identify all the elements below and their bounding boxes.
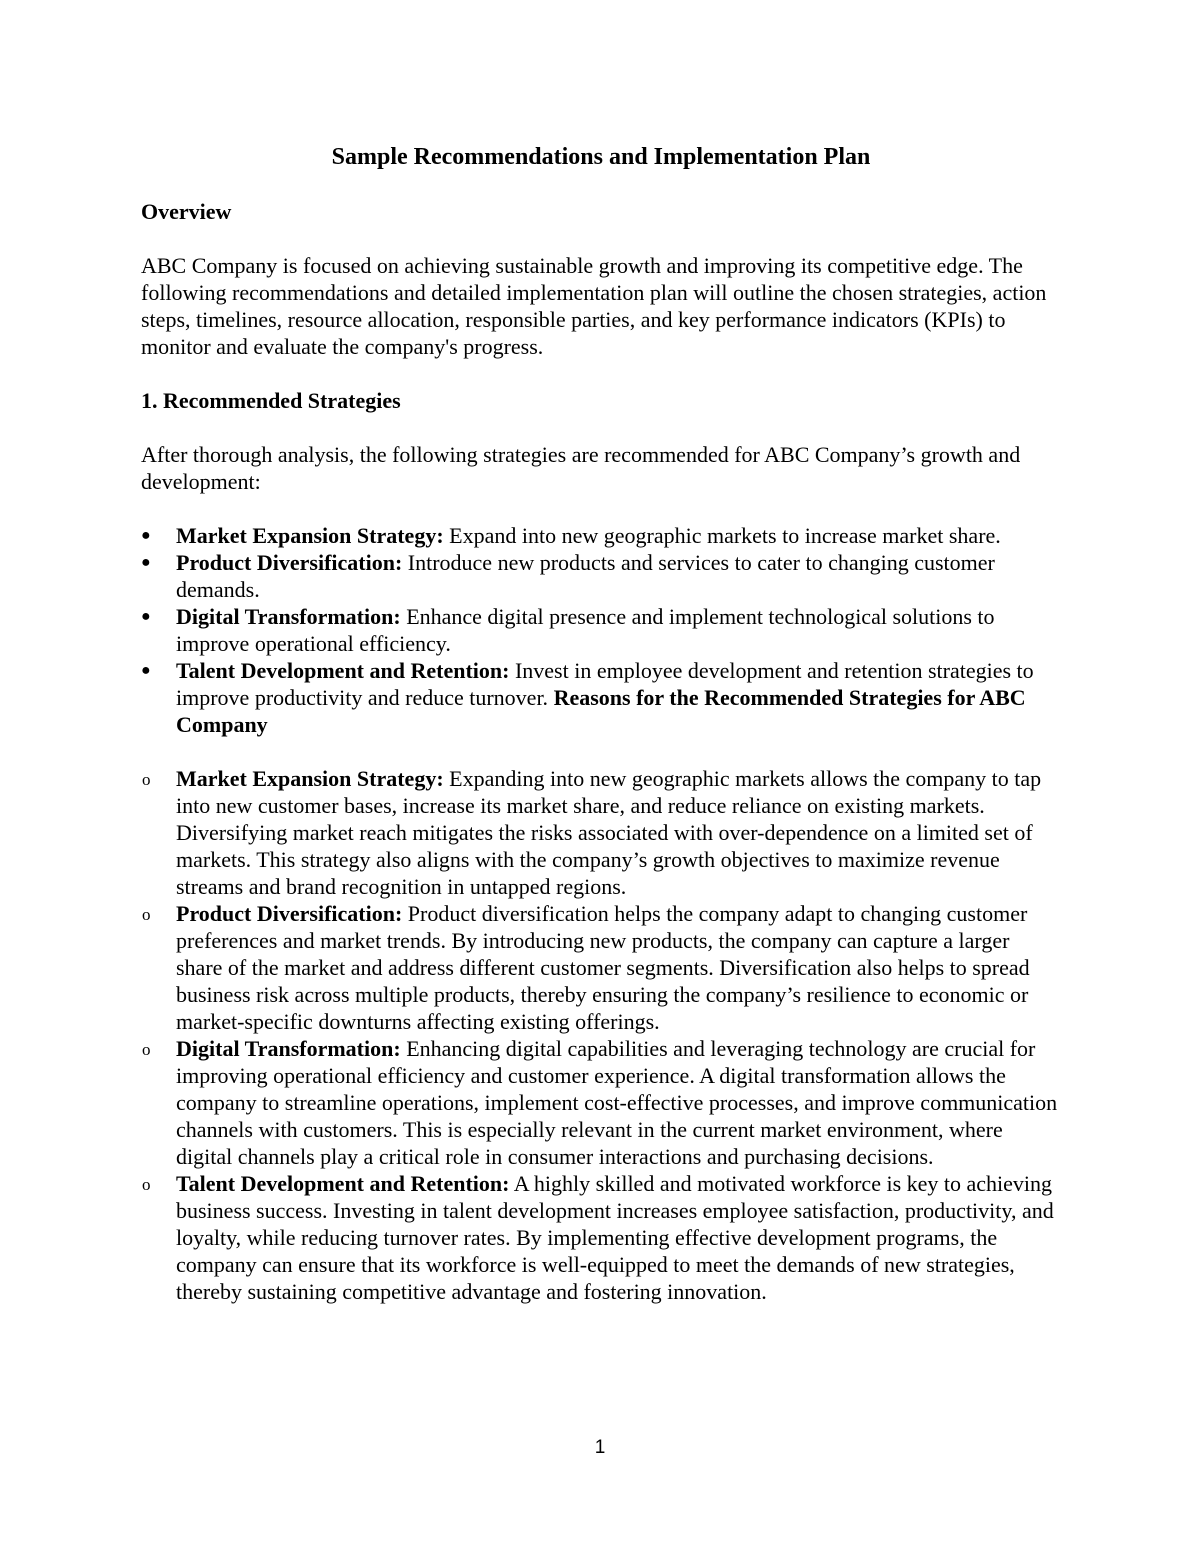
- reasons-heading: Reasons for the Recommended Strategies for ABC Company: [176, 685, 1026, 737]
- strategy-item-product-diversification: [141, 549, 1061, 603]
- strategy-item-market-expansion: [141, 522, 1061, 549]
- reason-label: Talent Development and Retention:: [176, 1171, 510, 1196]
- reason-text: Enhancing digital capabilities and leveraging technology are crucial for improving operational efficiency and customer experience. A digital transformation allows the company to streamline operations, implement cost-effective processes, and improve communication channels with customers. This is especially relevant in the current market environment, where digital channels play a critical role in consumer interactions and purchasing decisions.: [176, 1036, 1058, 1169]
- reason-text: Expanding into new geographic markets allows the company to tap into new customer bases, increase its market share, and reduce reliance on existing markets. Diversifying market reach mitigates the risks associated with over-dependence on a limited set of markets. This strategy also aligns with the company’s growth objectives to maximize revenue streams and brand recognition in untapped regions.: [176, 766, 1042, 899]
- sub-bullet-icon: o: [142, 1175, 151, 1194]
- bullet-icon: ●: [141, 527, 151, 544]
- recommended-strategies-heading: 1. Recommended Strategies: [141, 388, 401, 413]
- overview-heading: Overview: [141, 199, 232, 224]
- strategy-label: Digital Transformation:: [176, 604, 401, 629]
- strategy-text: Expand into new geographic markets to increase market share.: [443, 523, 1001, 548]
- reason-label: Digital Transformation:: [176, 1036, 401, 1061]
- strategy-item-digital-transformation: [141, 603, 1061, 657]
- reasons-list: [141, 765, 1061, 1305]
- page-number: 1: [594, 1437, 606, 1458]
- page-content: [141, 142, 1061, 1305]
- bullet-icon: ●: [141, 608, 151, 625]
- sub-bullet-icon: o: [142, 905, 151, 924]
- reason-item-market-expansion: [141, 765, 1061, 900]
- strategy-text: Enhance digital presence and implement technological solutions to improve operational efficiency.: [176, 604, 995, 656]
- strategies-intro-paragraph: After thorough analysis, the following strategies are recommended for ABC Company’s growth and development:: [141, 442, 1021, 494]
- strategy-list: [141, 522, 1061, 738]
- reason-item-digital-transformation: [141, 1035, 1061, 1170]
- reason-label: Market Expansion Strategy:: [176, 766, 444, 791]
- strategy-text: Invest in employee development and retention strategies to improve productivity and reduce turnover.: [176, 658, 1034, 710]
- bullet-icon: ●: [141, 554, 151, 571]
- document-title: Sample Recommendations and Implementation Plan: [331, 144, 871, 170]
- reason-text: Product diversification helps the company adapt to changing customer preferences and market trends. By introducing new products, the company can capture a larger share of the market and address different customer segments. Diversification also helps to spread business risk across multiple products, thereby ensuring the company’s resilience to economic or market-specific downturns affecting existing offerings.: [176, 901, 1030, 1034]
- strategy-label: Market Expansion Strategy:: [176, 523, 444, 548]
- strategy-label: Talent Development and Retention:: [176, 658, 510, 683]
- reason-label: Product Diversification:: [176, 901, 403, 926]
- sub-bullet-icon: o: [142, 1040, 151, 1059]
- strategy-text: Introduce new products and services to cater to changing customer demands.: [176, 550, 995, 602]
- bullet-icon: ●: [141, 662, 151, 679]
- sub-bullet-icon: o: [142, 770, 151, 789]
- reason-item-talent-development: [141, 1170, 1061, 1305]
- reason-text: A highly skilled and motivated workforce is key to achieving business success. Investing in talent development increases employee satisfaction, productivity, and loyalty, while reducing turnover rates. By implementing effective development programs, the company can ensure that its workforce is well-equipped to meet the demands of new strategies, thereby sustaining competitive advantage and fostering innovation.: [176, 1171, 1054, 1304]
- strategy-item-talent-development: [141, 657, 1061, 738]
- strategy-label: Product Diversification:: [176, 550, 403, 575]
- reason-item-product-diversification: [141, 900, 1061, 1035]
- overview-paragraph: ABC Company is focused on achieving sustainable growth and improving its competitive edge. The following recommendations and detailed implementation plan will outline the chosen strategies, action steps, timelines, resource allocation, responsible parties, and key performance indicators (KPIs) to monitor and evaluate the company's progress.: [141, 253, 1047, 359]
